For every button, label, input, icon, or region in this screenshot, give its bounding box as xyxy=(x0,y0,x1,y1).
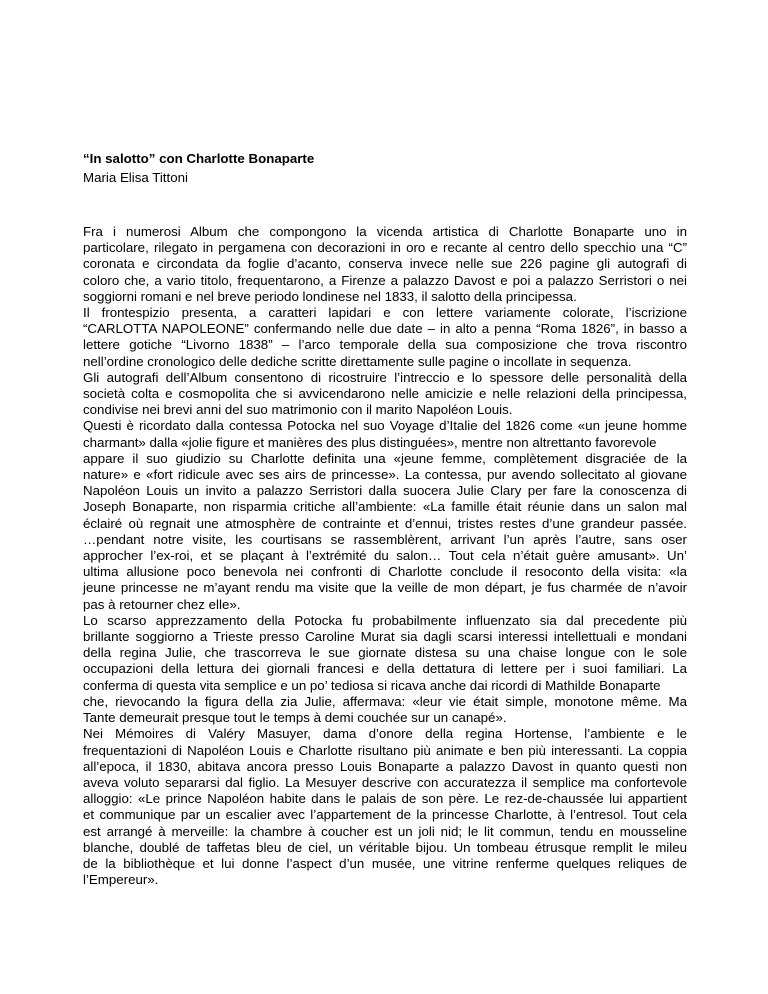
article-author: Maria Elisa Tittoni xyxy=(83,170,188,185)
text-line: Il frontespizio presenta, a caratteri lapidari e con lettere variamente colorate, l’iscrizione xyxy=(83,305,687,321)
text-line: soggiorni romani e nel breve periodo londinese nel 1833, il salotto della principessa. xyxy=(83,288,577,304)
text-line: …pendant notre visite, les courtisans se rassemblèrent, arrivant l’un après l’autre, sans oser xyxy=(83,531,687,547)
paragraph xyxy=(83,613,687,726)
text-line: appare il suo giudizio su Charlotte definita una «jeune femme, complètement disgraciée de la xyxy=(83,450,687,466)
text-line: ultima allusione poco benevola nei confronti di Charlotte conclude il resoconto della visita: «la xyxy=(83,564,687,580)
text-line: aveva voluto separarsi dal figlio. La Mesuyer descrive con accuratezza il semplice ma confortevole xyxy=(83,774,687,790)
text-line: della regina Julie, che trascorreva le sue giornate distesa su una chaise longue con le sole xyxy=(83,645,687,661)
text-line: pas à retourner chez elle». xyxy=(83,596,241,612)
text-line: lettere gotiche “Livorno 1838” – l’arco temporale della sua composizione che trova riscontro xyxy=(83,337,687,353)
text-line: alloggio: «Le prince Napoléon habite dans le palais de son père. Le rez-de-chaussée lui appartient xyxy=(83,791,687,807)
text-line: frequentazioni di Napoléon Louis e Charlotte risultano più animate e ben più interessanti. La coppia xyxy=(83,742,687,758)
text-line: blanche, doublé de taffetas bleu de ciel, un véritable bijou. Un tombeau étrusque remplit le mileu xyxy=(83,839,687,855)
text-line: nature» e «fort ridicule avec ses airs de princesse». La contessa, pur avendo sollecitato al giovane xyxy=(83,467,687,483)
text-line: coronata e circondata da foglie d’acanto, conserva invece nelle sue 226 pagine gli autografi di xyxy=(83,256,687,272)
article-header xyxy=(83,149,687,187)
text-line: Lo scarso apprezzamento della Potocka fu probabilmente influenzato sia dal precedente più xyxy=(83,612,687,628)
article-body xyxy=(83,224,687,888)
text-line: Fra i numerosi Album che compongono la vicenda artistica di Charlotte Bonaparte uno in xyxy=(83,224,687,239)
text-line: Questi è ricordato dalla contessa Potocka nel suo Voyage d’Italie del 1826 come «un jeune homme xyxy=(83,418,687,434)
text-line: éclairé où regnait une atmosphère de contrainte et d’ennui, tristes restes d’une grandeur passée. xyxy=(83,515,687,531)
paragraph xyxy=(83,726,687,888)
text-line: est arrangé à merveille: la chambre à coucher est un joli nid; le lit commun, tendu en mousseline xyxy=(83,823,687,839)
paragraph xyxy=(83,224,687,305)
text-line: all’epoca, il 1830, abitava ancora presso Louis Bonaparte a palazzo Davost in quanto questi non xyxy=(83,758,687,774)
text-line: de la bibliothèque et lui donne l’aspect d’un musée, une vitrine renferme quelques reliques de xyxy=(83,855,687,871)
text-line: l’Empereur». xyxy=(83,872,159,888)
text-line: Gli autografi dell’Album consentono di ricostruire l’intreccio e lo spessore delle personalità della xyxy=(83,369,687,385)
paragraph xyxy=(83,370,687,419)
text-line: approcher l’ex-roi, et se plaçant à l’extrémité du salon… Tout cela n’était guère amusant». Un’ xyxy=(83,548,687,564)
text-line: Napoléon Louis un invito a palazzo Serristori dalla suocera Julie Clary per fare la conoscenza di xyxy=(83,483,687,499)
text-line: che, rievocando la figura della zia Julie, affermava: «leur vie était simple, monotone même. Ma xyxy=(83,693,687,709)
text-line: brillante soggiorno a Trieste presso Caroline Murat sia dagli scarsi interessi intellettuali e mondani xyxy=(83,629,687,645)
article-title: “In salotto” con Charlotte Bonaparte xyxy=(83,151,315,166)
text-line: Joseph Bonaparte, non risparmia critiche all’ambiente: «La famille était réunie dans un salon mal xyxy=(83,499,687,515)
text-line: nell’ordine cronologico delle dediche scritte direttamente sulle pagine o incollate in sequenza. xyxy=(83,353,632,369)
paragraph xyxy=(83,305,687,370)
text-line: particolare, rilegato in pergamena con decorazioni in oro e recante al centro dello specchio una “C” xyxy=(83,240,687,256)
text-line: condivise nei brevi anni del suo matrimonio con il marito Napoléon Louis. xyxy=(83,402,513,418)
text-line: coloro che, a vario titolo, frequentarono, a Firenze a palazzo Davost e poi a palazzo Serristori o nei xyxy=(83,272,687,288)
text-line: Tante demeurait presque tout le temps à demi couchée sur un canapé». xyxy=(83,710,507,726)
text-line: Nei Mémoires di Valéry Masuyer, dama d’onore della regina Hortense, l’ambiente e le xyxy=(83,726,687,742)
text-line: et communique par un escalier avec l’appartement de la princesse Charlotte, à l’entresol. Tout cela xyxy=(83,807,687,823)
paragraph xyxy=(83,418,687,612)
text-line: charmant» dalla «jolie figure et manières des plus distinguées», mentre non altrettanto favorevole xyxy=(83,434,657,450)
text-line: società colta e cosmopolita che si avvicendarono nelle amicizie e nelle relazioni della principessa, xyxy=(83,386,687,402)
text-line: “CARLOTTA NAPOLEONE” confermando nelle due date – in alto a penna “Roma 1826”, in basso a xyxy=(83,321,687,337)
text-line: jeune princesse ne m’ayant rendu ma visite que la veille de mon départ, je fus charmée de n’avoir xyxy=(83,580,687,596)
text-line: conferma di questa vita semplice e un po’ tediosa si ricava anche dai ricordi di Mathilde Bonaparte xyxy=(83,677,661,693)
text-line: occupazioni della lettura dei giornali francesi e della dettatura di lettere per i suoi familiari. La xyxy=(83,661,687,677)
